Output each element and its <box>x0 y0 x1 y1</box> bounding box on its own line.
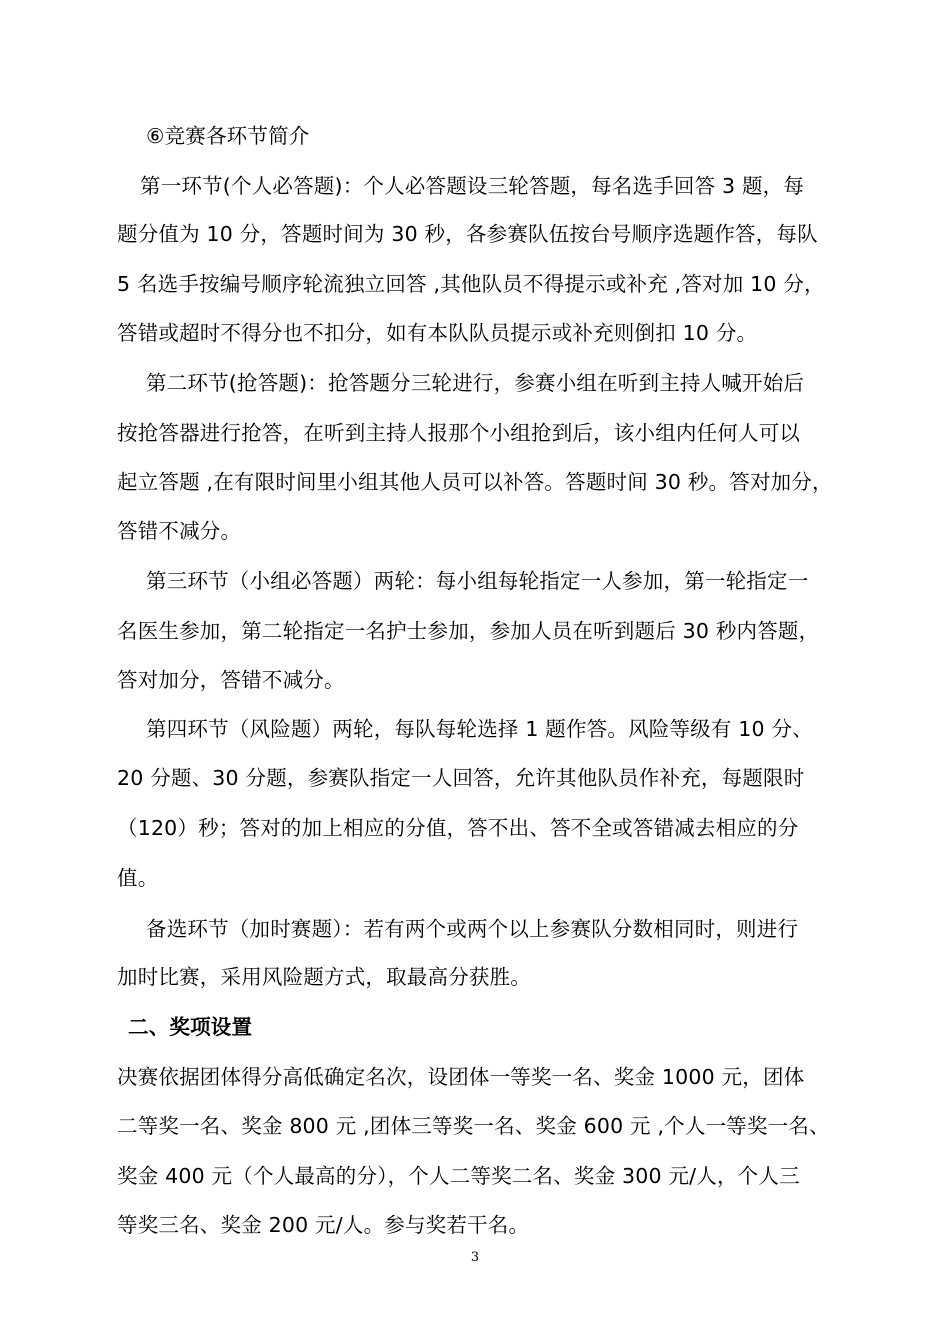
round3-line-3: 答对加分，答错不减分。 <box>117 668 345 692</box>
awards-line-3: 奖金 400 元（个人最高的分），个人二等奖二名、奖金 300 元/人，个人三 <box>117 1164 800 1188</box>
round1-line-2: 题分值为 10 分，答题时间为 30 秒，各参赛队伍按台号顺序选题作答，每队 <box>117 222 818 246</box>
round3-line-1: 第三环节（小组必答题）两轮：每小组每轮指定一人参加，第一轮指定一 <box>146 569 809 593</box>
round4-line-1: 第四环节（风险题）两轮，每队每轮选择 1 题作答。风险等级有 10 分、 <box>146 717 813 741</box>
round4-line-2: 20 分题、30 分题，参赛队指定一人回答，允许其他队员作补充，每题限时 <box>117 766 805 790</box>
round1-line-4: 答错或超时不得分也不扣分，如有本队队员提示或补充则倒扣 10 分。 <box>117 321 758 345</box>
backup-round-line-2: 加时比赛，采用风险题方式，取最高分获胜。 <box>117 965 531 989</box>
section-heading-intro: ⑥竞赛各环节简介 <box>146 124 310 148</box>
round2-line-4: 答错不减分。 <box>117 519 242 543</box>
page-number: 3 <box>470 1250 480 1265</box>
round2-line-2: 按抢答器进行抢答，在听到主持人报那个小组抢到后，该小组内任何人可以 <box>117 421 801 445</box>
round1-line-1: 第一环节(个人必答题)：个人必答题设三轮答题，每名选手回答 3 题，每 <box>140 174 805 198</box>
round2-line-1: 第二环节(抢答题)：抢答题分三轮进行，参赛小组在听到主持人喊开始后 <box>146 371 805 395</box>
awards-line-1: 决赛依据团体得分高低确定名次，设团体一等奖一名、奖金 1000 元，团体 <box>117 1065 805 1089</box>
round2-line-3: 起立答题 ,在有限时间里小组其他人员可以补答。答题时间 30 秒。答对加分， <box>117 470 833 494</box>
round1-line-3: 5 名选手按编号顺序轮流独立回答 ,其他队员不得提示或补充 ,答对加 10 分， <box>117 272 825 296</box>
round4-line-4: 值。 <box>117 866 159 890</box>
backup-round-line-1: 备选环节（加时赛题）：若有两个或两个以上参赛队分数相同时，则进行 <box>146 917 799 941</box>
round4-line-3: （120）秒；答对的加上相应的分值，答不出、答不全或答错减去相应的分 <box>117 816 799 840</box>
section-heading-awards: 二、奖项设置 <box>128 1015 253 1039</box>
round3-line-2: 名医生参加，第二轮指定一名护士参加，参加人员在听到题后 30 秒内答题， <box>117 619 820 643</box>
awards-line-2: 二等奖一名、奖金 800 元 ,团体三等奖一名、奖金 600 元 ,个人一等奖一名、 <box>117 1114 830 1138</box>
awards-line-4: 等奖三名、奖金 200 元/人。参与奖若干名。 <box>117 1213 530 1237</box>
